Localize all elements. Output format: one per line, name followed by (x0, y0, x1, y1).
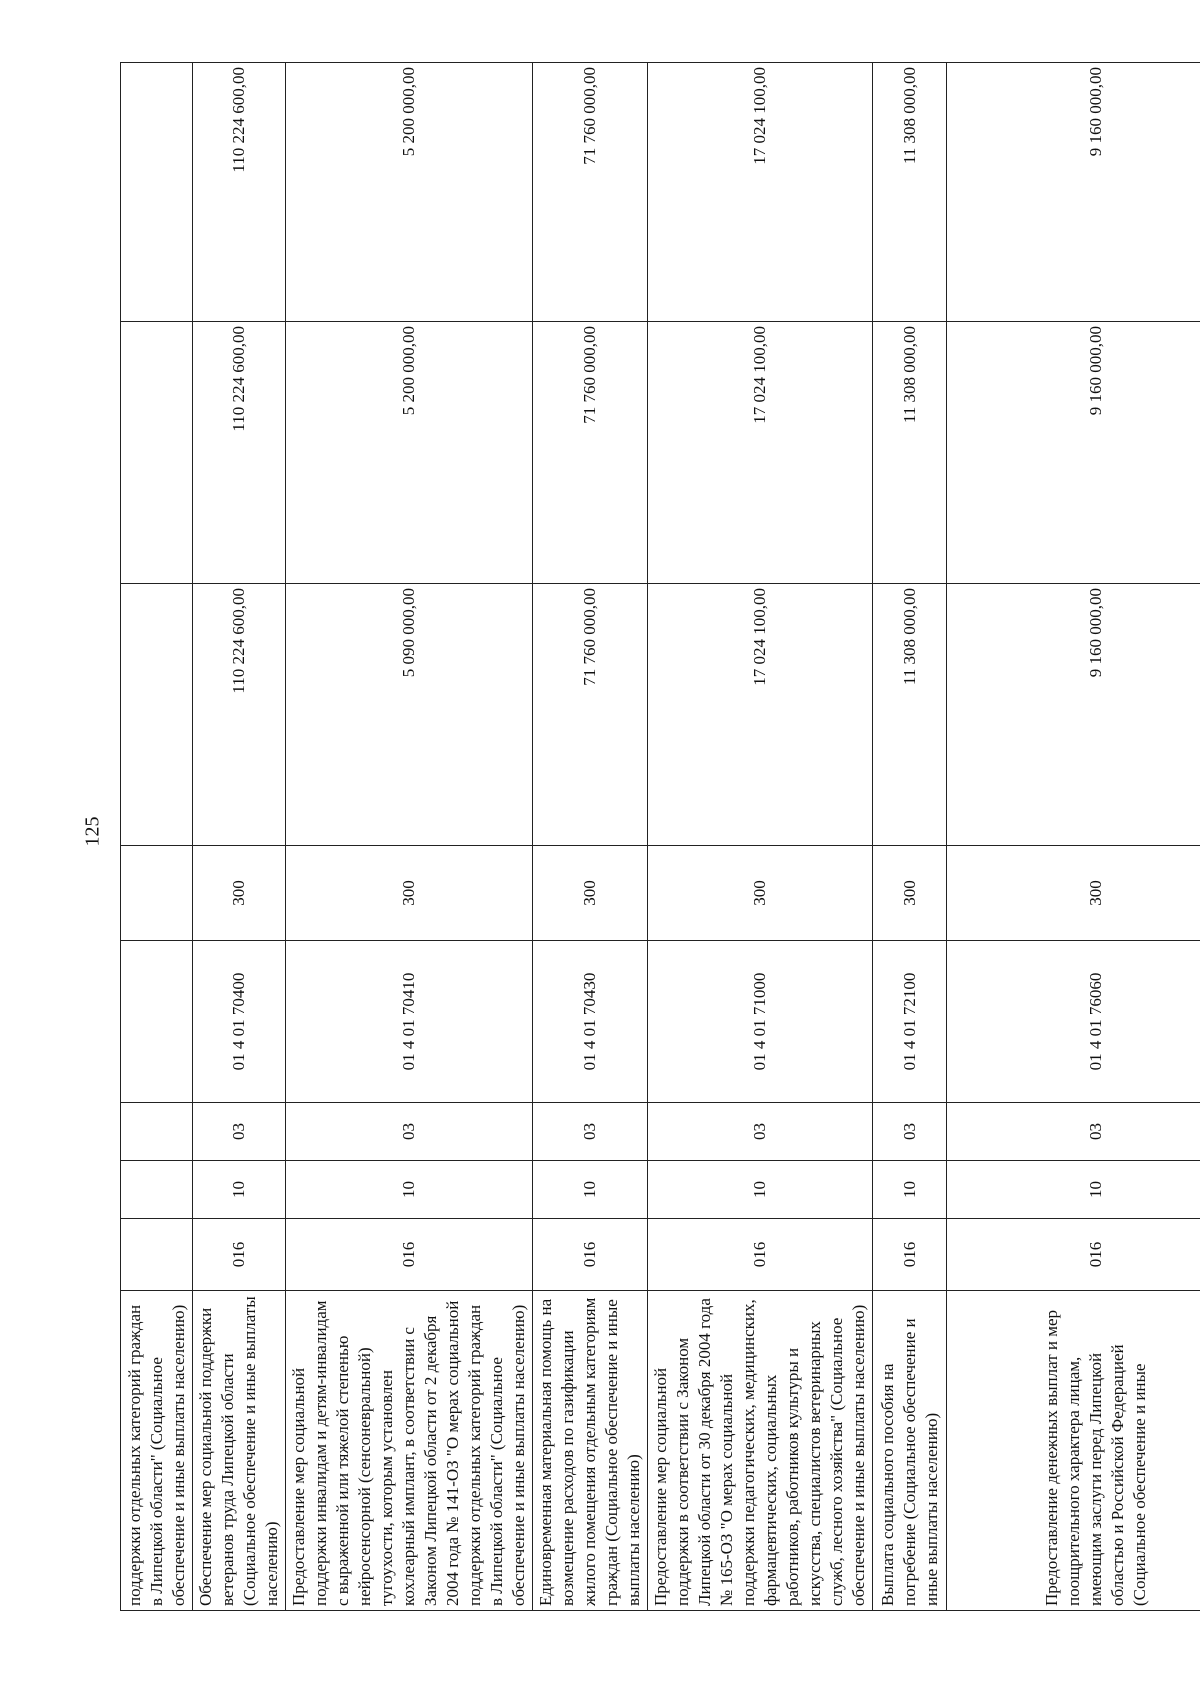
section-code: 10 (533, 1161, 648, 1219)
subsection-code: 03 (286, 1103, 533, 1161)
row-description: Предоставление денежных выплат и мер поощрительного характера лицам, имеющим заслуги перед Липецкой областью и Российской Федерацией (Социальное обеспечение и иные (947, 1291, 1200, 1611)
target-article-code: 01 4 01 72100 (873, 941, 947, 1103)
amount-year-3: 71 760 000,00 (533, 63, 648, 322)
page-number: 125 (81, 816, 104, 847)
budget-table (120, 62, 1200, 1611)
table-row (873, 63, 947, 1611)
ministry-code: 016 (533, 1219, 648, 1291)
table-row (533, 63, 648, 1611)
expense-type-code: 300 (533, 846, 648, 941)
amount-year-3: 9 160 000,00 (947, 63, 1200, 322)
row-description: Выплата социального пособия на погребение (Социальное обеспечение и иные выплаты населению) (873, 1291, 947, 1611)
target-article-code: 01 4 01 76060 (947, 941, 1200, 1103)
row-description: Предоставление мер социальной поддержки инвалидам и детям-инвалидам с выраженной или тяжелой степенью нейросенсорной (сенсоневральной) тугоухости, которым установлен кохлеарный имплант, в соответствии с Законом Липецкой области от 2 декабря 2004 года № 141-ОЗ "О мерах социальной поддержки отдельных категорий граждан в Липецкой области" (Социальное обеспечение и иные выплаты населению) (286, 1291, 533, 1611)
section-code: 10 (286, 1161, 533, 1219)
amount-year-3: 110 224 600,00 (193, 63, 286, 322)
amount-year-3: 5 200 000,00 (286, 63, 533, 322)
budget-table-rotated (120, 63, 1149, 1611)
subsection-code: 03 (873, 1103, 947, 1161)
expense-type-code: 300 (286, 846, 533, 941)
ministry-code: 016 (286, 1219, 533, 1291)
amount-year-2: 17 024 100,00 (648, 322, 873, 584)
amount-year-3: 17 024 100,00 (648, 63, 873, 322)
row-description: Обеспечение мер социальной поддержки ветеранов труда Липецкой области (Социальное обеспечение и иные выплаты населению) (193, 1291, 286, 1611)
ministry-code: 016 (873, 1219, 947, 1291)
target-article-code: 01 4 01 70430 (533, 941, 648, 1103)
ministry-code: 016 (193, 1219, 286, 1291)
amount-year-1 (121, 584, 193, 846)
amount-year-2: 5 200 000,00 (286, 322, 533, 584)
ministry-code: 016 (947, 1219, 1200, 1291)
target-article-code (121, 941, 193, 1103)
section-code (121, 1161, 193, 1219)
table-row (286, 63, 533, 1611)
ministry-code: 016 (648, 1219, 873, 1291)
target-article-code: 01 4 01 71000 (648, 941, 873, 1103)
expense-type-code: 300 (648, 846, 873, 941)
amount-year-2: 71 760 000,00 (533, 322, 648, 584)
row-description: Предоставление мер социальной поддержки в соответствии с Законом Липецкой области от 30 декабря 2004 года № 165-ОЗ "О мерах социальной поддержки педагогических, медицинских, фармацевтических, социальных работников, работников культуры и искусства, специалистов ветеринарных служб, лесного хозяйства" (Социальное обеспечение и иные выплаты населению) (648, 1291, 873, 1611)
amount-year-1: 71 760 000,00 (533, 584, 648, 846)
subsection-code (121, 1103, 193, 1161)
amount-year-3 (121, 63, 193, 322)
amount-year-1: 9 160 000,00 (947, 584, 1200, 846)
expense-type-code: 300 (193, 846, 286, 941)
section-code: 10 (648, 1161, 873, 1219)
amount-year-1: 11 308 000,00 (873, 584, 947, 846)
section-code: 10 (873, 1161, 947, 1219)
ministry-code (121, 1219, 193, 1291)
amount-year-1: 110 224 600,00 (193, 584, 286, 846)
table-row (121, 63, 193, 1611)
expense-type-code: 300 (873, 846, 947, 941)
subsection-code: 03 (648, 1103, 873, 1161)
amount-year-1: 5 090 000,00 (286, 584, 533, 846)
expense-type-code: 300 (947, 846, 1200, 941)
amount-year-3: 11 308 000,00 (873, 63, 947, 322)
amount-year-2 (121, 322, 193, 584)
subsection-code: 03 (947, 1103, 1200, 1161)
amount-year-2: 9 160 000,00 (947, 322, 1200, 584)
table-row (648, 63, 873, 1611)
expense-type-code (121, 846, 193, 941)
section-code: 10 (947, 1161, 1200, 1219)
table-row (193, 63, 286, 1611)
amount-year-2: 11 308 000,00 (873, 322, 947, 584)
row-description: Единовременная материальная помощь на возмещение расходов по газификации жилого помещения отдельным категориям граждан (Социальное обеспечение и иные выплаты населению) (533, 1291, 648, 1611)
row-description: поддержки отдельных категорий граждан в Липецкой области" (Социальное обеспечение и иные выплаты населению) (121, 1291, 193, 1611)
table-row (947, 63, 1200, 1611)
subsection-code: 03 (533, 1103, 648, 1161)
subsection-code: 03 (193, 1103, 286, 1161)
amount-year-2: 110 224 600,00 (193, 322, 286, 584)
target-article-code: 01 4 01 70410 (286, 941, 533, 1103)
target-article-code: 01 4 01 70400 (193, 941, 286, 1103)
amount-year-1: 17 024 100,00 (648, 584, 873, 846)
section-code: 10 (193, 1161, 286, 1219)
